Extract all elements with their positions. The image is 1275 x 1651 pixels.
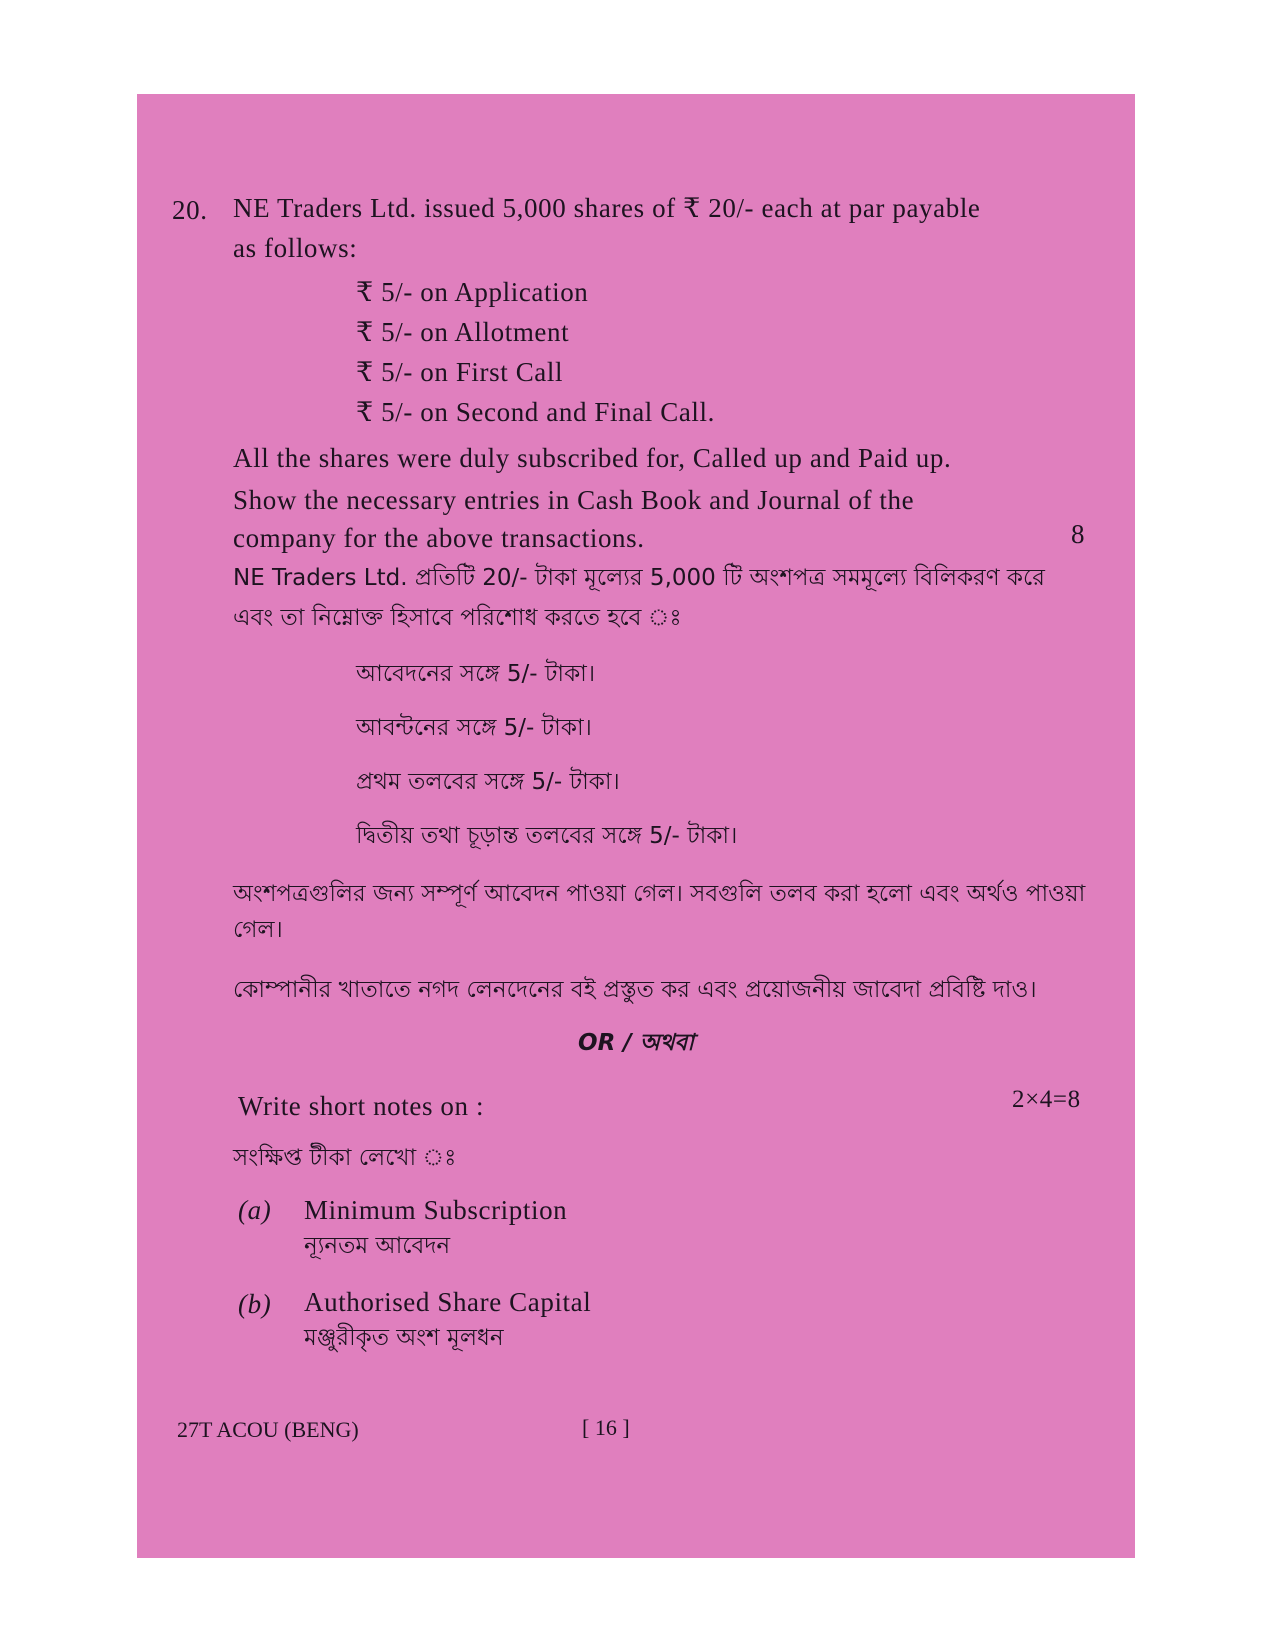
bengali-intro-line-1: NE Traders Ltd. প্রতিটি 20/- টাকা মূল্যের 5,000 টি অংশপত্র সমমূল্যে বিলিকরণ করে bbox=[233, 565, 1045, 591]
short-notes-marks: 2×4=8 bbox=[1012, 1086, 1081, 1113]
instruction-line-2: company for the above transactions. bbox=[233, 523, 645, 553]
bengali-intro-line-2: এবং তা নিম্নোক্ত হিসাবে পরিশোধ করতে হবে ঃ bbox=[233, 605, 682, 631]
payment-application: ₹ 5/- on Application bbox=[356, 277, 589, 307]
question-marks: 8 bbox=[1071, 519, 1086, 549]
question-number: 20. bbox=[172, 195, 208, 225]
note-text-b-bengali: মঞ্জুরীকৃত অংশ মূলধন bbox=[304, 1325, 504, 1351]
bengali-payment-first-call: প্রথম তলবের সঙ্গে 5/- টাকা। bbox=[356, 769, 620, 795]
bengali-instruction-line: কোম্পানীর খাতাতে নগদ লেনদেনের বই প্রস্তুত কর এবং প্রয়োজনীয় জাবেদা প্রবিষ্টি দাও। bbox=[233, 977, 1037, 1003]
page-number: [ 16 ] bbox=[582, 1415, 630, 1440]
payment-allotment: ₹ 5/- on Allotment bbox=[356, 317, 570, 347]
question-intro-line-2: as follows: bbox=[233, 233, 358, 263]
note-label-a: (a) bbox=[238, 1195, 272, 1225]
bengali-subscribed-line-2: গেল। bbox=[233, 917, 283, 943]
bengali-payment-final-call: দ্বিতীয় তথা চূড়ান্ত তলবের সঙ্গে 5/- টাকা। bbox=[356, 823, 738, 849]
short-notes-instruction-bengali: সংক্ষিপ্ত টীকা লেখো ঃ bbox=[233, 1145, 457, 1171]
bengali-payment-application: আবেদনের সঙ্গে 5/- টাকা। bbox=[356, 661, 596, 687]
payment-first-call: ₹ 5/- on First Call bbox=[356, 357, 564, 387]
payment-final-call: ₹ 5/- on Second and Final Call. bbox=[356, 397, 715, 427]
note-label-b: (b) bbox=[238, 1289, 272, 1319]
note-text-b: Authorised Share Capital bbox=[304, 1287, 592, 1317]
note-text-a-bengali: ন্যূনতম আবেদন bbox=[304, 1233, 451, 1259]
bengali-subscribed-line-1: অংশপত্রগুলির জন্য সম্পূর্ণ আবেদন পাওয়া গেল। সবগুলি তলব করা হলো এবং অর্থও পাওয়া bbox=[233, 881, 1086, 907]
question-intro-line-1: NE Traders Ltd. issued 5,000 shares of ₹ 20/- each at par payable bbox=[233, 193, 981, 223]
subscribed-line: All the shares were duly subscribed for, Called up and Paid up. bbox=[233, 443, 952, 473]
or-divider: OR / অথবা bbox=[578, 1030, 694, 1056]
bengali-payment-allotment: আবন্টনের সঙ্গে 5/- টাকা। bbox=[356, 715, 592, 741]
short-notes-instruction: Write short notes on : bbox=[238, 1091, 485, 1121]
note-text-a: Minimum Subscription bbox=[304, 1195, 568, 1225]
paper-code: 27T ACOU (BENG) bbox=[177, 1417, 359, 1442]
exam-page bbox=[137, 94, 1135, 1558]
instruction-line-1: Show the necessary entries in Cash Book and Journal of the bbox=[233, 485, 915, 515]
